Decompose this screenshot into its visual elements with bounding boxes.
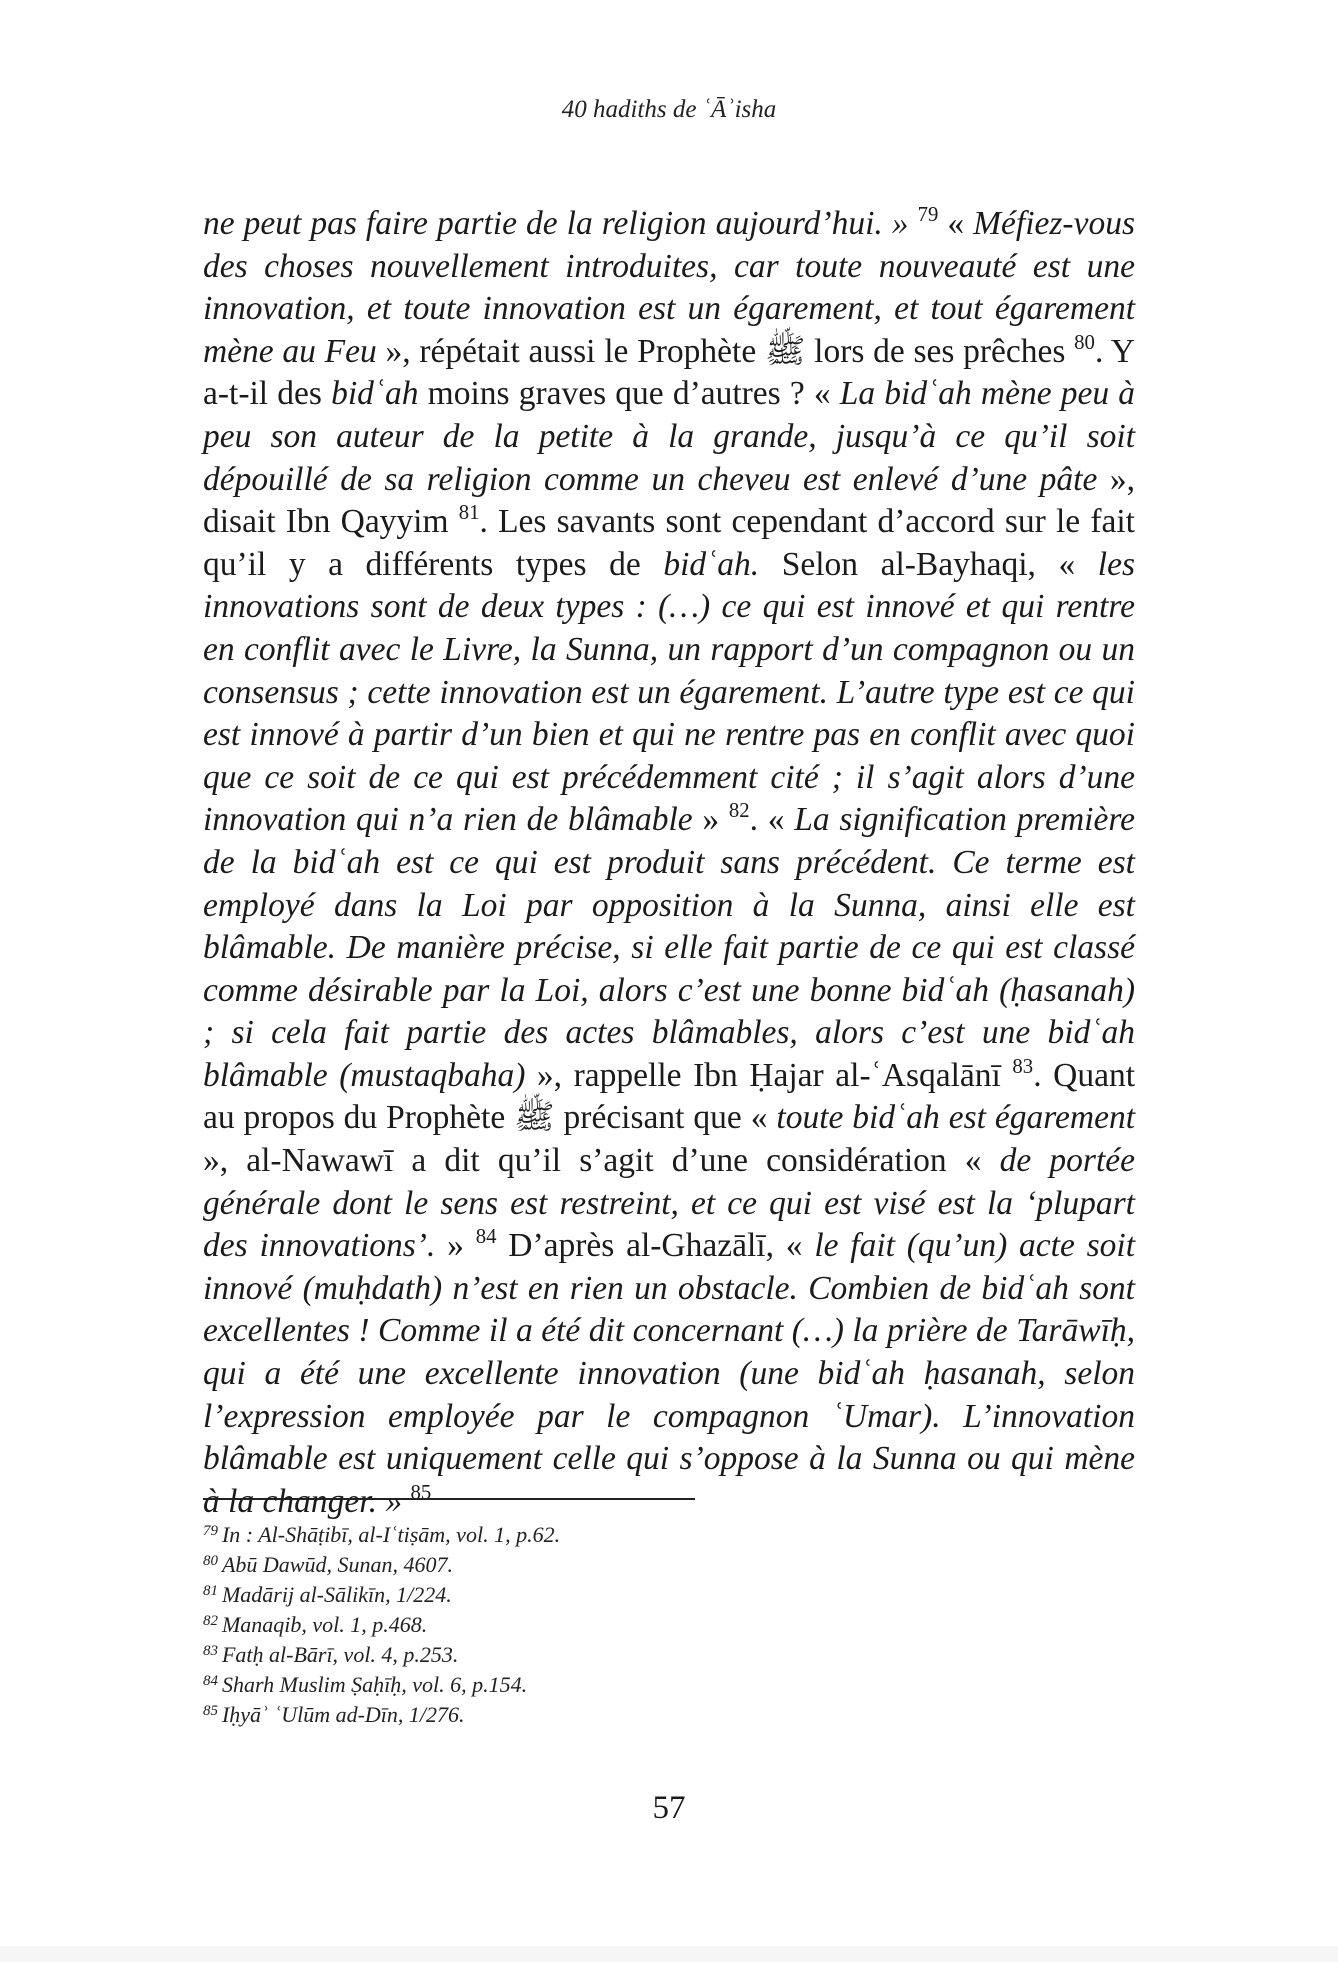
footnote-number: 83 [203,1642,218,1659]
quote-run: les innovations sont de deux types : (…) ce qui est innové et qui rentre en conflit avec le Livre, la Sunna, un rapport d’un compagnon ou un consensus ; cette innovation est un égarement. L’autre type est ce qui est innové à partir d’un bien et qui ne rentre pas en conflit avec quoi que ce soit de ce qui est précédemment cité ; il s’agit alors d’une innovation qui n’a rien de blâmable [203,545,1135,839]
text-run: Selon al-Bayhaqi, « [759,545,1098,583]
footnote-number: 81 [203,1582,218,1599]
text-run: » [435,1227,476,1265]
footnote-text: Madārij al-Sālikīn, 1/224. [221,1582,452,1607]
text-run: » [692,801,729,839]
text-run [402,1483,410,1520]
text-run: D’après al-Ghazālī, « [496,1227,815,1265]
quote-run: Méfiez-vous des choses nouvellement introduites, car toute nouveauté est une innovation, et toute innovation est un égarement, et tout égarement mène au Feu [203,205,1135,370]
footnote-ref: 80 [1074,330,1095,354]
text-run [909,205,918,242]
footnote-text: Sharh Muslim Ṣaḥīḥ, vol. 6, p.154. [221,1672,528,1697]
running-head: 40 hadiths de ʿĀʾisha [561,96,777,123]
footnote-text: Iḥyāʾ ʿUlūm ad-Dīn, 1/276. [221,1702,465,1727]
text-run: . « [749,801,795,839]
text-run: . Y a-t-il des [203,332,1135,413]
footnote-separator [203,1498,695,1500]
page-number: 57 [652,1790,686,1826]
footnote-number: 80 [203,1552,218,1569]
quote-run: le fait (qu’un) acte soit innové (muḥdath) n’est en rien un obstacle. Combien de bidʿah sont excellentes ! Comme il a été dit concernant (…) la prière de Tarāwīḥ, qui a été une excellente innovation (une bidʿah ḥasanah, selon l’expression employée par le compagnon ʿUmar). L’innovation blâmable est uniquement celle qui s’oppose à la Sunna ou qui mène à la changer. » [203,1227,1136,1520]
footnote [203,1580,1135,1610]
footnote-text: In : Al-Shāṭibī, al-Iʿtiṣām, vol. 1, p.62. [221,1522,561,1547]
text-run: . Quant au propos du Prophète ﷺ précisant que « [203,1056,1136,1137]
footnote-ref: 84 [475,1225,497,1249]
footnote [203,1670,1135,1700]
text-run: moins graves que d’autres ? « [418,375,840,413]
footnote-ref: 79 [917,203,939,227]
text-run: », disait Ibn Qayyim [203,460,1136,541]
footnote [203,1550,1135,1580]
body-text [203,203,1135,1523]
footnote-number: 79 [203,1522,218,1539]
quote-run: toute bidʿah est égarement [776,1099,1136,1137]
text-run: », rappelle Ibn Ḥajar al-ʿAsqalānī [525,1056,1013,1094]
footnote-ref: 81 [458,501,480,525]
quote-run: bidʿah [331,375,419,413]
footnote-ref: 83 [1012,1055,1034,1078]
quote-run: bidʿah. [663,545,760,583]
footnote-text: Abū Dawūd, Sunan, 4607. [221,1552,453,1577]
page-bottom-edge [0,1946,1338,1962]
footnote-ref: 85 [410,1480,432,1504]
footnote [203,1640,1135,1670]
quote-run: ne peut pas faire partie de la religion aujourd’hui. » [203,205,909,242]
footnote [203,1700,1135,1730]
footnote-ref: 82 [728,799,750,823]
quote-run: La bidʿah mène peu à peu son auteur de la petite à la grande, jusqu’à ce qu’il soit dépouillé de sa religion comme un cheveu est enlevé d’une pâte [203,375,1135,498]
footnotes [203,1520,1135,1730]
main-paragraph [203,203,1135,1523]
quote-run: de portée générale dont le sens est restreint, et ce qui est visé est la ‘plupart des innovations’. [203,1142,1136,1265]
footnote-number: 84 [203,1672,218,1689]
footnote-text: Fatḥ al-Bārī, vol. 4, p.253. [221,1642,459,1667]
footnote-number: 82 [203,1612,218,1629]
footnote [203,1610,1135,1640]
footnote-number: 85 [203,1702,218,1719]
text-run: », répétait aussi le Prophète ﷺ lors de ses prêches [376,332,1075,370]
quote-run: La signification première de la bidʿah est ce qui est produit sans précédent. Ce terme est employé dans la Loi par opposition à la Sunna, ainsi elle est blâmable. De manière précise, si elle fait partie de ce qui est classé comme désirable par la Loi, alors c’est une bonne bidʿah (ḥasanah) ; si cela fait partie des actes blâmables, alors c’est une bidʿah blâmable (mustaqbaha) [203,801,1136,1094]
footnote [203,1520,1135,1550]
text-run: . Les savants sont cependant d’accord sur le fait qu’il y a différents types de [203,503,1135,583]
text-run: », al-Nawawī a dit qu’il s’agit d’une considération « [203,1142,1000,1180]
text-run: « [938,205,974,242]
footnote-text: Manaqib, vol. 1, p.468. [221,1612,428,1637]
